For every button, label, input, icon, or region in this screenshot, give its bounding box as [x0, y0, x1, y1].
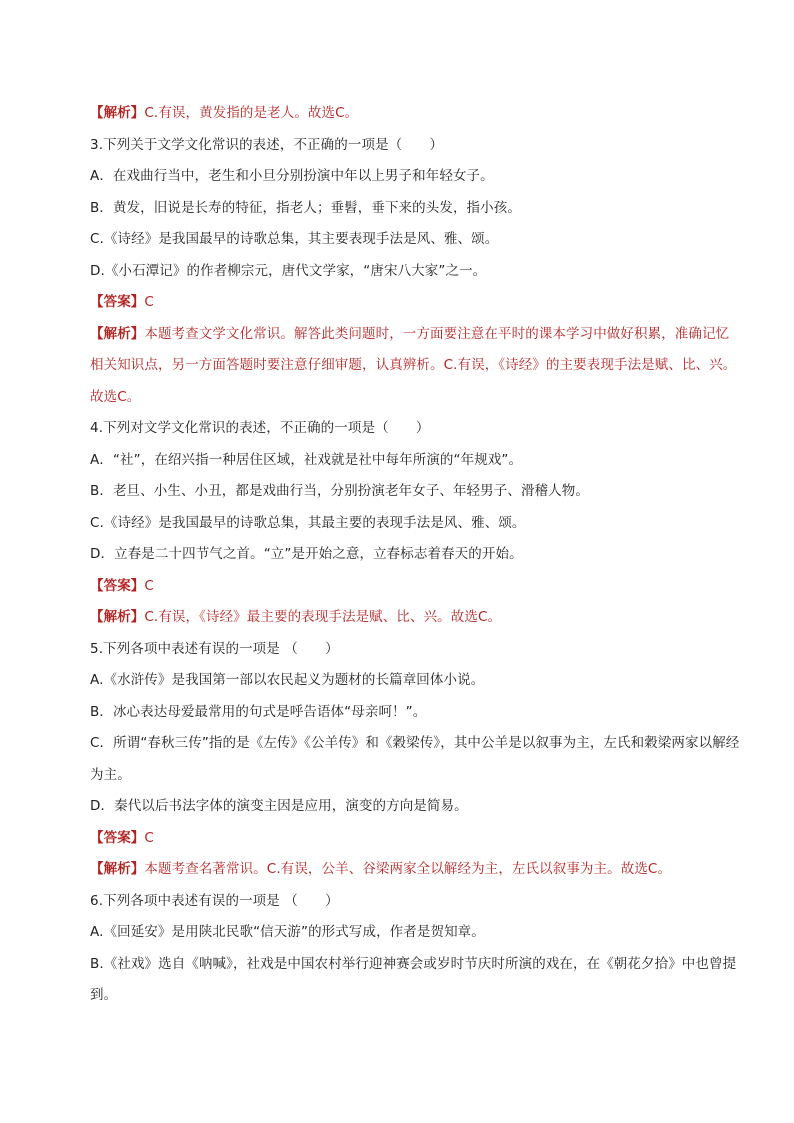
text-line: [90, 445, 740, 477]
line-text: C.《诗经》是我国最早的诗歌总集，其最主要的表现手法是风、雅、颂。: [90, 514, 526, 531]
line-text: 5.下列各项中表述有误的一项是 （ ）: [90, 640, 339, 657]
line-text: D.《小石潭记》的作者柳宗元，唐代文学家，“唐宋八大家”之一。: [90, 262, 487, 279]
line-text: B．冰心表达母爱最常用的句式是呼告语体“母亲呵！”。: [90, 703, 427, 720]
text-line: [90, 791, 740, 823]
line-text: A．“社”，在绍兴指一种居住区域，社戏就是社中每年所演的“年规戏”。: [90, 451, 523, 468]
line-text: C: [144, 829, 154, 846]
line-text: B.《社戏》选自《呐喊》，社戏是中国农村举行迎神赛会或岁时节庆时所演的戏在，在《朝花夕拾》中也曾提到。: [90, 955, 737, 1003]
line-text: C.有误，黄发指的是老人。故选C。: [144, 105, 359, 121]
line-text: C．所谓“春秋三传”指的是《左传》《公羊传》和《穀梁传》，其中公羊是以叙事为主，左氏和穀梁两家以解经为主。: [90, 735, 740, 783]
section-tag: 【解析】: [90, 105, 145, 121]
line-text: 6.下列各项中表述有误的一项是 （ ）: [90, 892, 339, 909]
line-text: 本题考查文学文化常识。解答此类问题时，一方面要注意在平时的课本学习中做好积累，准确记忆相关知识点，另一方面答题时要注意仔细审题，认真辨析。C.有误，《诗经》的主要表现手法是赋、比、兴。故选C。: [90, 325, 737, 405]
line-text: 本题考查名著常识。C.有误，公羊、谷梁两家全以解经为主，左氏以叙事为主。故选C。: [144, 861, 672, 877]
line-text: B．老旦、小生、小丑，都是戏曲行当，分别扮演老年女子、年轻男子、滑稽人物。: [90, 483, 589, 499]
line-text: C.《诗经》是我国最早的诗歌总集，其主要表现手法是风、雅、颂。: [90, 231, 499, 247]
analysis-line: [90, 602, 740, 634]
text-line: [90, 508, 740, 540]
section-tag: 【解析】: [90, 325, 145, 342]
answer-line: [90, 287, 740, 319]
line-text: A.《回延安》是用陕北民歌“信天游”的形式写成，作者是贺知章。: [90, 924, 485, 940]
text-line: [90, 413, 740, 445]
line-text: 3.下列关于文学文化常识的表述，不正确的一项是（ ）: [90, 136, 444, 153]
line-text: D．秦代以后书法字体的演变主因是应用，演变的方向是简易。: [90, 798, 468, 814]
analysis-line: [90, 854, 740, 886]
text-line: [90, 697, 740, 729]
line-text: A．在戏曲行当中，老生和小旦分别扮演中年以上男子和年轻女子。: [90, 168, 494, 184]
section-tag: 【答案】: [90, 577, 145, 594]
line-text: 4.下列对文学文化常识的表述，不正确的一项是（ ）: [90, 420, 430, 436]
text-line: [90, 728, 740, 791]
text-line: [90, 256, 740, 288]
analysis-line: [90, 319, 740, 414]
section-tag: 【解析】: [90, 609, 145, 625]
answer-line: [90, 571, 740, 603]
text-line: [90, 224, 740, 256]
line-text: C.有误，《诗经》最主要的表现手法是赋、比、兴。故选C。: [144, 609, 502, 625]
line-text: C: [144, 294, 154, 310]
line-text: B．黄发，旧说是长寿的特征，指老人；垂髫，垂下来的头发，指小孩。: [90, 199, 521, 216]
answer-line: [90, 823, 740, 855]
line-text: D．立春是二十四节气之首。“立”是开始之意，立春标志着春天的开始。: [90, 546, 523, 562]
analysis-line: [90, 98, 740, 130]
document-page: [90, 98, 740, 1012]
line-text: A.《水浒传》是我国第一部以农民起义为题材的长篇章回体小说。: [90, 672, 485, 688]
text-line: [90, 917, 740, 949]
section-tag: 【答案】: [90, 294, 145, 310]
text-line: [90, 665, 740, 697]
text-line: [90, 539, 740, 571]
text-line: [90, 130, 740, 162]
section-tag: 【解析】: [90, 861, 145, 877]
section-tag: 【答案】: [90, 829, 145, 846]
text-line: [90, 634, 740, 666]
text-line: [90, 193, 740, 225]
text-line: [90, 161, 740, 193]
text-line: [90, 949, 740, 1012]
text-line: [90, 886, 740, 918]
line-text: C: [144, 577, 154, 594]
text-line: [90, 476, 740, 508]
